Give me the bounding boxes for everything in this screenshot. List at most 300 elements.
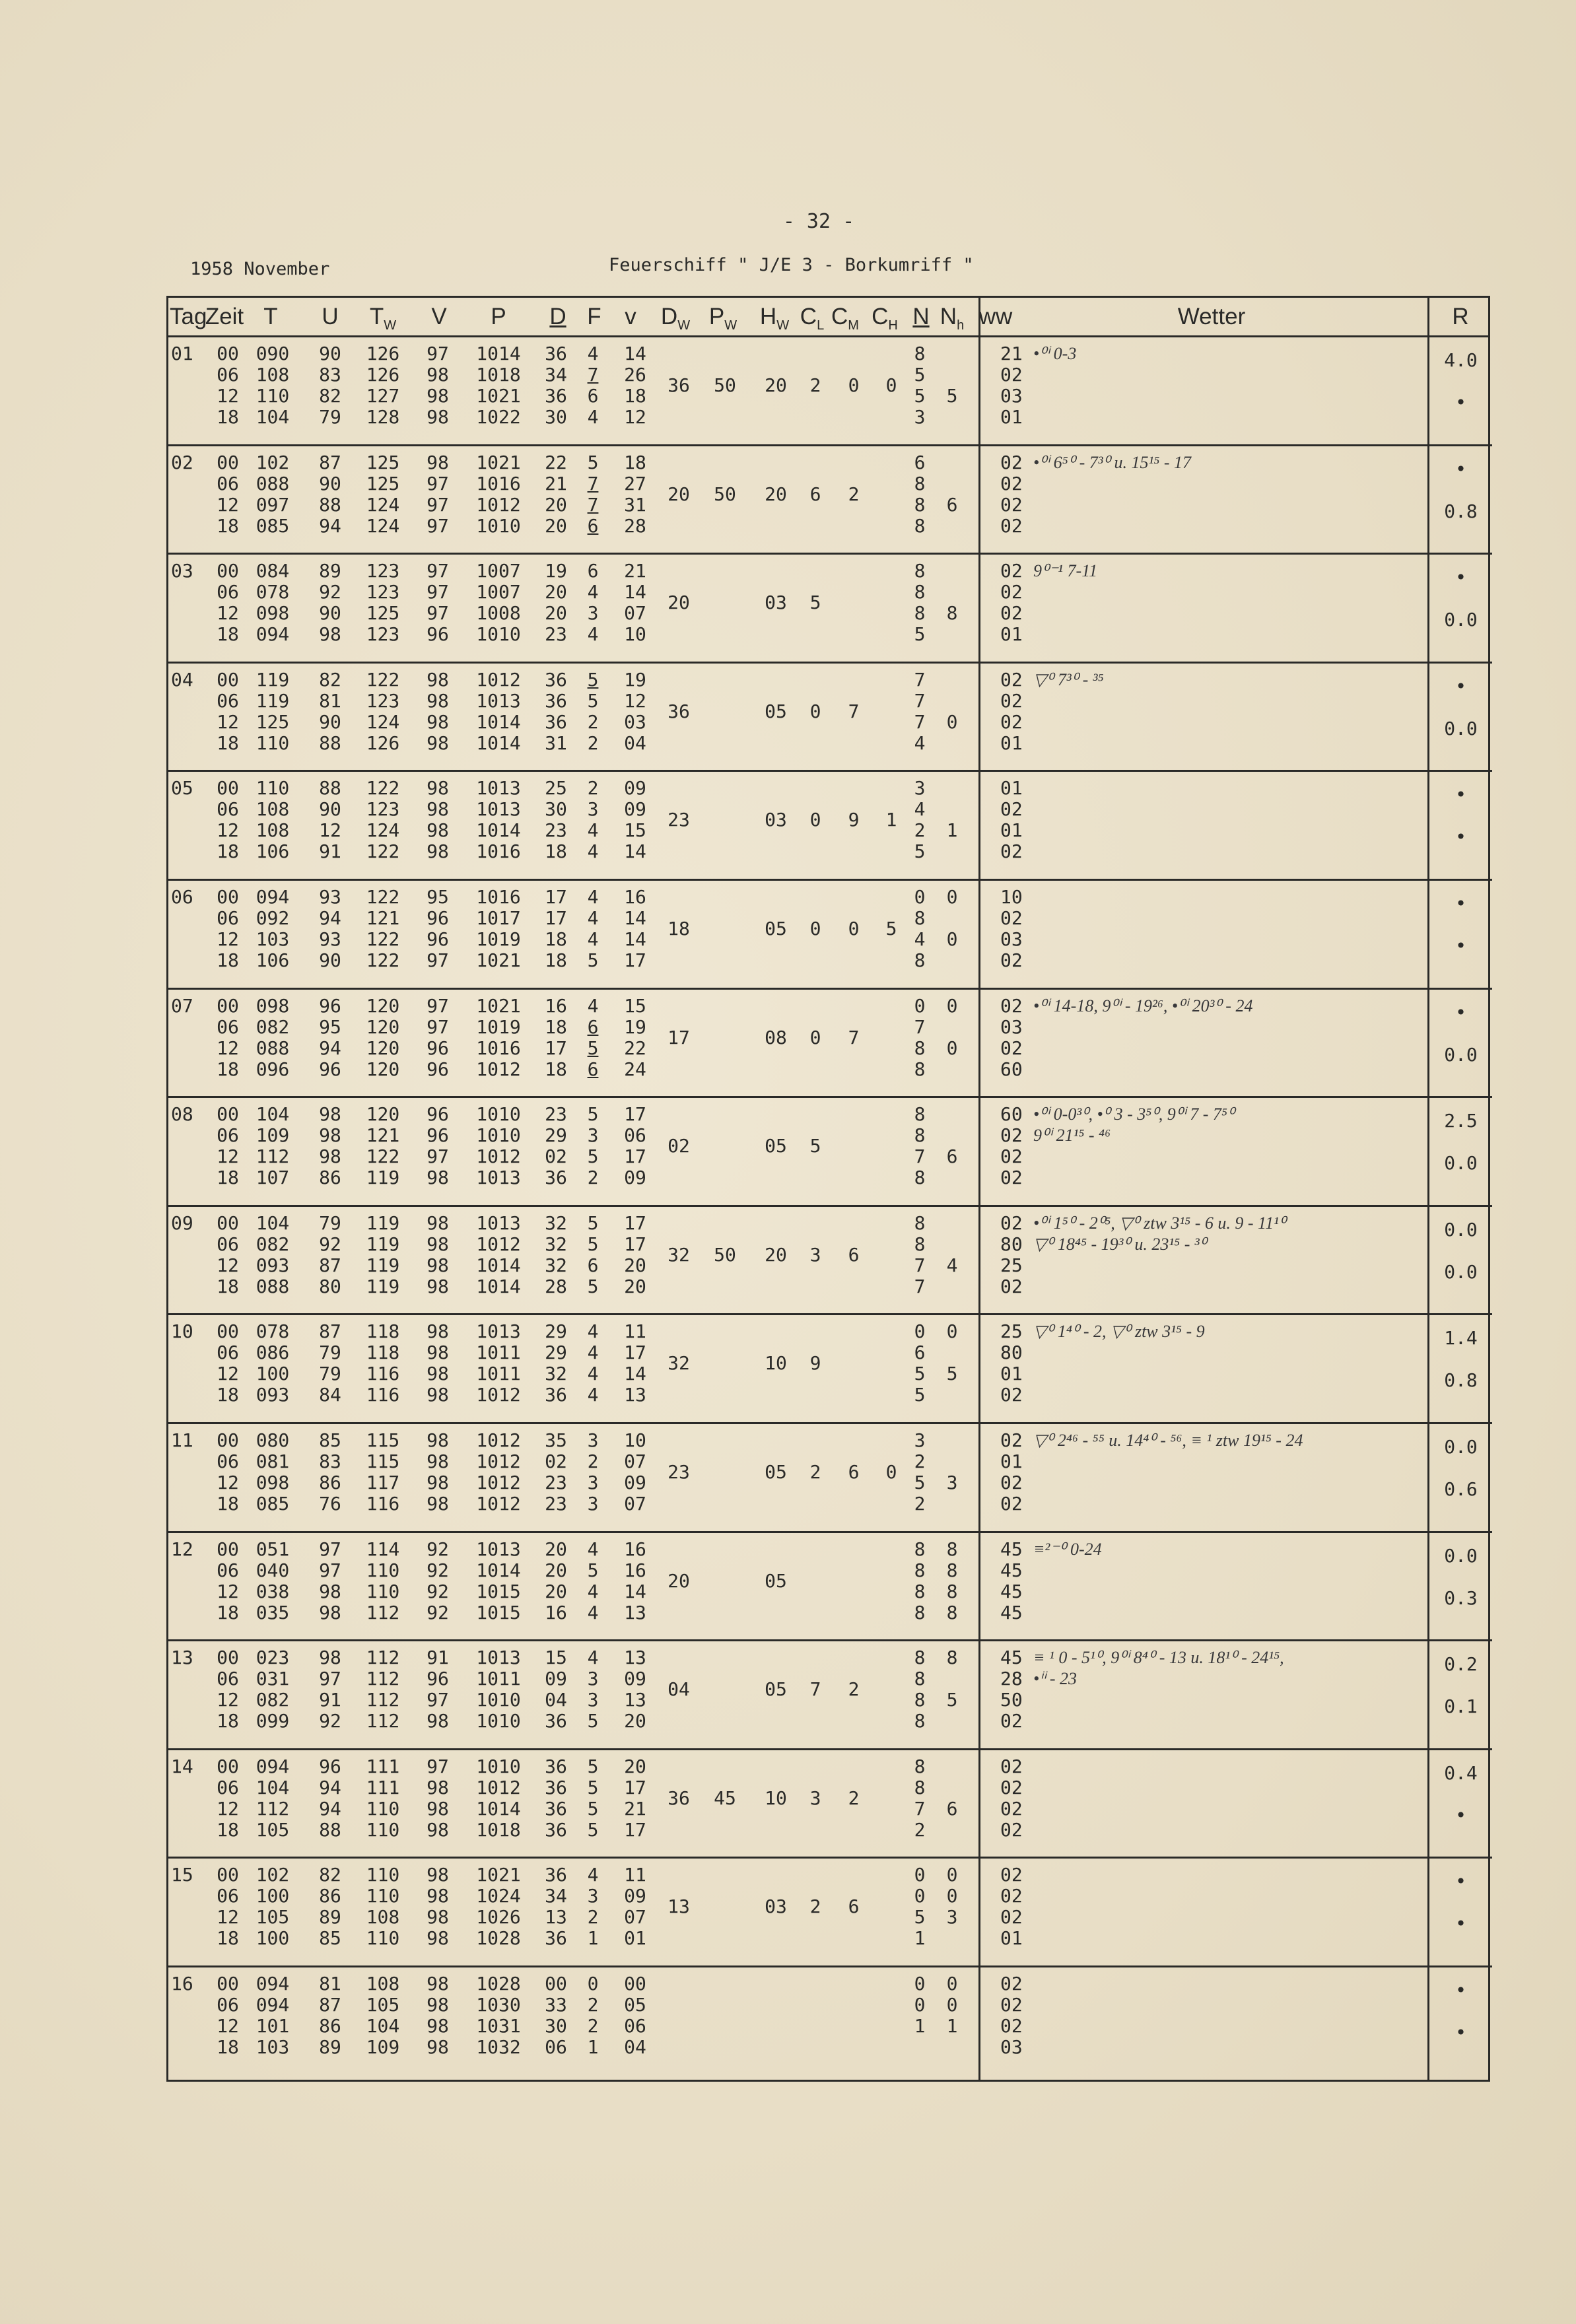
cell-d: 00 (545, 1973, 567, 1995)
day-number: 06 (171, 886, 193, 908)
header-4 (360, 302, 406, 332)
header-3 (314, 302, 347, 332)
cell-v: 92 (427, 1601, 449, 1623)
cell-tw: 120 (366, 1103, 400, 1126)
cell-d: 36 (545, 1797, 567, 1820)
cell-dw: 36 (668, 1787, 690, 1809)
cell-u: 88 (319, 493, 341, 516)
cell-ww: 02 (1000, 493, 1023, 516)
cell-f: 6 (587, 1015, 599, 1038)
cell-cl: 0 (809, 1026, 821, 1048)
wetter-note: •⁰ⁱ 1⁵⁰ - 2⁰⁵, ▽⁰ ztw 3¹⁵ - 6 u. 9 - 11¹⁰ (1033, 1213, 1286, 1233)
cell-u: 86 (319, 2015, 341, 2037)
cell-u: 92 (319, 581, 341, 603)
cell-u: 83 (319, 364, 341, 386)
cell-tw: 124 (366, 819, 400, 842)
cell-nh: 0 (946, 886, 958, 908)
cell-d: 32 (545, 1233, 567, 1255)
cell-u: 82 (319, 1864, 341, 1886)
cell-nh: 8 (946, 1601, 958, 1623)
cell-f: 1 (587, 1927, 599, 1950)
cell-n: 7 (914, 1254, 926, 1276)
cell-d: 29 (545, 1320, 567, 1343)
cell-n: 8 (914, 1037, 926, 1059)
cell-d: 21 (545, 472, 567, 495)
cell-v: 15 (624, 819, 646, 842)
cell-u: 79 (319, 406, 341, 428)
cell-d: 36 (545, 385, 567, 407)
cell-u: 96 (319, 994, 341, 1017)
cell-u: 91 (319, 840, 341, 863)
cell-v: 16 (624, 1559, 646, 1581)
cell-ch: 0 (885, 374, 897, 396)
cell-tw: 111 (366, 1776, 400, 1798)
cell-zeit: 18 (217, 1710, 239, 1732)
cell-ch: 1 (885, 809, 897, 831)
cell-nh: 5 (946, 1363, 958, 1385)
cell-zeit: 00 (217, 1864, 239, 1886)
cell-tw: 124 (366, 493, 400, 516)
cell-zeit: 12 (217, 1145, 239, 1168)
cell-t: 104 (256, 1103, 290, 1126)
cell-u: 98 (319, 623, 341, 646)
cell-zeit: 18 (217, 623, 239, 646)
cell-cl: 3 (809, 1243, 821, 1266)
cell-d: 34 (545, 364, 567, 386)
cell-u: 98 (319, 1580, 341, 1602)
cell-f: 5 (587, 1212, 599, 1234)
header-6 (479, 302, 518, 332)
cell-p: 1010 (476, 1124, 521, 1147)
cell-t: 119 (256, 689, 290, 712)
day-separator (168, 879, 1492, 881)
cell-t: 106 (256, 949, 290, 971)
cell-p: 1013 (476, 1647, 521, 1669)
cell-v: 04 (624, 732, 646, 754)
cell-t: 040 (256, 1559, 290, 1581)
cell-tw: 122 (366, 886, 400, 908)
cell-u: 90 (319, 472, 341, 495)
cell-v: 09 (624, 798, 646, 821)
cell-ww: 02 (1000, 1885, 1023, 1907)
cell-n: 8 (914, 581, 926, 603)
cell-u: 96 (319, 1058, 341, 1080)
cell-cm: 2 (848, 483, 860, 505)
header-label: D (549, 304, 566, 329)
cell-tw: 110 (366, 1559, 400, 1581)
cell-dw: 17 (668, 1026, 690, 1048)
cell-t: 094 (256, 1755, 290, 1777)
cell-cl: 2 (809, 1461, 821, 1483)
cell-d: 02 (545, 1145, 567, 1168)
cell-t: 082 (256, 1233, 290, 1255)
cell-v: 13 (624, 1647, 646, 1669)
cell-u: 93 (319, 886, 341, 908)
cell-tw: 122 (366, 1145, 400, 1168)
cell-p: 1011 (476, 1342, 521, 1364)
cell-hw: 20 (765, 374, 787, 396)
cell-n: 5 (914, 1363, 926, 1385)
cell-d: 20 (545, 581, 567, 603)
cell-ww: 02 (1000, 2015, 1023, 2037)
header-subscript: W (677, 318, 691, 333)
cell-zeit: 06 (217, 907, 239, 929)
cell-p: 1024 (476, 1885, 521, 1907)
cell-cm: 7 (848, 700, 860, 722)
cell-dw: 13 (668, 1896, 690, 1918)
cell-u: 89 (319, 1906, 341, 1929)
cell-d: 17 (545, 886, 567, 908)
cell-f: 3 (587, 1689, 599, 1711)
cell-t: 078 (256, 1320, 290, 1343)
cell-v: 98 (427, 451, 449, 473)
cell-v: 06 (624, 1124, 646, 1147)
cell-ww: 02 (1000, 1994, 1023, 2016)
cell-f: 4 (587, 623, 599, 646)
cell-p: 1016 (476, 840, 521, 863)
cell-t: 088 (256, 1037, 290, 1059)
cell-v: 13 (624, 1384, 646, 1406)
cell-nh: 0 (946, 1885, 958, 1907)
cell-f: 3 (587, 1124, 599, 1147)
cell-d: 31 (545, 732, 567, 754)
cell-ww: 25 (1000, 1320, 1023, 1343)
cell-v: 14 (624, 343, 646, 364)
cell-v: 07 (624, 1451, 646, 1472)
day-separator (168, 1313, 1492, 1315)
cell-p: 1012 (476, 1058, 521, 1080)
cell-v: 17 (624, 1145, 646, 1168)
cell-p: 1013 (476, 689, 521, 712)
cell-u: 81 (319, 689, 341, 712)
header-14 (829, 302, 862, 332)
cell-pw: 50 (714, 483, 736, 505)
cell-d: 33 (545, 1994, 567, 2016)
cell-t: 108 (256, 819, 290, 842)
cell-u: 87 (319, 1254, 341, 1276)
cell-f: 4 (587, 1580, 599, 1602)
cell-ww: 02 (1000, 949, 1023, 971)
cell-zeit: 00 (217, 1212, 239, 1234)
cell-ww: 45 (1000, 1559, 1023, 1581)
cell-ww: 10 (1000, 886, 1023, 908)
cell-t: 125 (256, 710, 290, 733)
cell-zeit: 18 (217, 406, 239, 428)
cell-v: 11 (624, 1864, 646, 1886)
cell-tw: 123 (366, 581, 400, 603)
cell-ww: 80 (1000, 1233, 1023, 1255)
cell-tw: 110 (366, 1885, 400, 1907)
cell-n: 8 (914, 907, 926, 929)
cell-u: 80 (319, 1275, 341, 1297)
cell-zeit: 06 (217, 1451, 239, 1472)
cell-t: 093 (256, 1384, 290, 1406)
precip-value: • (1455, 1913, 1466, 1935)
day-separator (168, 1531, 1492, 1533)
cell-n: 5 (914, 840, 926, 863)
cell-zeit: 00 (217, 343, 239, 364)
cell-p: 1012 (476, 1472, 521, 1493)
cell-zeit: 00 (217, 886, 239, 908)
header-subscript: W (776, 318, 790, 333)
cell-tw: 121 (366, 907, 400, 929)
cell-v: 98 (427, 1973, 449, 1995)
cell-t: 105 (256, 1818, 290, 1841)
cell-v: 98 (427, 798, 449, 821)
cell-f: 3 (587, 1668, 599, 1690)
cell-f: 5 (587, 668, 599, 691)
day-separator (168, 1422, 1492, 1424)
cell-v: 97 (427, 514, 449, 537)
precip-value: 2.5 (1444, 1110, 1478, 1132)
cell-t: 108 (256, 798, 290, 821)
cell-v: 11 (624, 1320, 646, 1343)
cell-nh: 0 (946, 1037, 958, 1059)
cell-f: 5 (587, 1559, 599, 1581)
cell-t: 096 (256, 1058, 290, 1080)
day-number: 07 (171, 994, 193, 1017)
precip-value: • (1455, 893, 1466, 914)
cell-t: 094 (256, 1994, 290, 2016)
cell-d: 36 (545, 710, 567, 733)
cell-t: 085 (256, 514, 290, 537)
cell-n: 1 (914, 1927, 926, 1950)
cell-f: 6 (587, 385, 599, 407)
cell-v: 92 (427, 1580, 449, 1602)
header-label: N (940, 304, 957, 329)
cell-tw: 122 (366, 840, 400, 863)
cell-p: 1013 (476, 1167, 521, 1189)
precip-value: 0.2 (1444, 1653, 1478, 1676)
cell-ww: 02 (1000, 668, 1023, 691)
cell-v: 09 (624, 1472, 646, 1493)
cell-nh: 6 (946, 1797, 958, 1820)
cell-n: 8 (914, 1167, 926, 1189)
cell-tw: 120 (366, 1058, 400, 1080)
cell-n: 8 (914, 493, 926, 516)
cell-tw: 119 (366, 1233, 400, 1255)
cell-n: 7 (914, 689, 926, 712)
precip-value: • (1455, 566, 1466, 589)
wetter-note: •⁰ⁱ 0-0³⁰, •⁰ 3 - 3⁵⁰, 9⁰ⁱ 7 - 7⁵⁰ (1033, 1105, 1235, 1124)
cell-tw: 126 (366, 732, 400, 754)
cell-v: 98 (427, 732, 449, 754)
cell-p: 1021 (476, 1864, 521, 1886)
cell-p: 1012 (476, 1384, 521, 1406)
cell-p: 1010 (476, 1689, 521, 1711)
cell-ww: 02 (1000, 840, 1023, 863)
cell-u: 97 (319, 1668, 341, 1690)
cell-t: 100 (256, 1927, 290, 1950)
cell-v: 98 (427, 1710, 449, 1732)
cell-tw: 105 (366, 1994, 400, 2016)
cell-nh: 8 (946, 1580, 958, 1602)
cell-tw: 128 (366, 406, 400, 428)
cell-d: 34 (545, 1885, 567, 1907)
cell-tw: 127 (366, 385, 400, 407)
cell-hw: 10 (765, 1787, 787, 1809)
cell-ww: 02 (1000, 1973, 1023, 1995)
cell-n: 8 (914, 1601, 926, 1623)
cell-zeit: 12 (217, 1037, 239, 1059)
cell-zeit: 12 (217, 1363, 239, 1385)
cell-n: 8 (914, 472, 926, 495)
precip-value: 0.3 (1444, 1587, 1478, 1609)
cell-v: 16 (624, 886, 646, 908)
cell-v: 96 (427, 1668, 449, 1690)
precip-value: 0.0 (1444, 1152, 1478, 1175)
cell-d: 13 (545, 1906, 567, 1929)
cell-n: 2 (914, 1451, 926, 1472)
day-separator (168, 770, 1492, 772)
cell-tw: 122 (366, 949, 400, 971)
cell-tw: 117 (366, 1472, 400, 1493)
cell-p: 1014 (476, 1559, 521, 1581)
cell-v: 97 (427, 1755, 449, 1777)
cell-t: 107 (256, 1167, 290, 1189)
cell-zeit: 18 (217, 840, 239, 863)
cell-zeit: 06 (217, 1776, 239, 1798)
cell-t: 082 (256, 1689, 290, 1711)
cell-ww: 02 (1000, 560, 1023, 582)
cell-v: 97 (427, 949, 449, 971)
cell-u: 89 (319, 560, 341, 582)
cell-zeit: 12 (217, 1797, 239, 1820)
cell-cl: 5 (809, 592, 821, 614)
cell-u: 86 (319, 1167, 341, 1189)
cell-p: 1017 (476, 907, 521, 929)
cell-v: 98 (427, 1384, 449, 1406)
day-number: 13 (171, 1647, 193, 1669)
cell-f: 3 (587, 602, 599, 625)
cell-p: 1012 (476, 1145, 521, 1168)
cell-ww: 02 (1000, 1472, 1023, 1493)
wetter-note: ≡ ¹ 0 - 5¹⁰, 9⁰ⁱ 8⁴⁰ - 13 u. 18¹⁰ - 24¹⁵, (1033, 1648, 1284, 1668)
cell-n: 8 (914, 1212, 926, 1234)
cell-v: 98 (427, 1429, 449, 1451)
cell-nh: 5 (946, 385, 958, 407)
day-block-04 (168, 662, 1492, 770)
cell-hw: 05 (765, 1569, 787, 1592)
header-label: D (660, 304, 678, 329)
header-subscript: M (848, 318, 859, 333)
day-number: 15 (171, 1864, 193, 1886)
cell-ch: 0 (885, 1461, 897, 1483)
cell-t: 108 (256, 364, 290, 386)
cell-zeit: 12 (217, 2015, 239, 2037)
cell-t: 100 (256, 1885, 290, 1907)
cell-n: 8 (914, 1647, 926, 1669)
cell-d: 02 (545, 1451, 567, 1472)
cell-p: 1012 (476, 1429, 521, 1451)
wetter-note: •⁰ⁱ 6⁵⁰ - 7³⁰ u. 15¹⁵ - 17 (1033, 452, 1192, 472)
cell-zeit: 06 (217, 689, 239, 712)
cell-n: 8 (914, 560, 926, 582)
precip-value: 0.8 (1444, 500, 1478, 522)
cell-cm: 0 (848, 374, 860, 396)
cell-u: 94 (319, 907, 341, 929)
cell-u: 98 (319, 1601, 341, 1623)
cell-ww: 02 (1000, 1429, 1023, 1451)
cell-cm: 2 (848, 1678, 860, 1701)
cell-u: 87 (319, 1320, 341, 1343)
precip-value: 0.0 (1444, 717, 1478, 739)
cell-v: 96 (427, 1037, 449, 1059)
cell-u: 90 (319, 798, 341, 821)
day-block-10 (168, 1313, 1492, 1421)
cell-v: 27 (624, 472, 646, 495)
cell-n: 8 (914, 1755, 926, 1777)
cell-p: 1016 (476, 886, 521, 908)
cell-v: 16 (624, 1538, 646, 1560)
cell-zeit: 18 (217, 1818, 239, 1841)
day-separator (168, 1857, 1492, 1859)
cell-nh: 0 (946, 928, 958, 950)
cell-d: 36 (545, 343, 567, 364)
cell-t: 051 (256, 1538, 290, 1560)
cell-t: 102 (256, 1864, 290, 1886)
cell-d: 36 (545, 1710, 567, 1732)
cell-n: 7 (914, 1015, 926, 1038)
cell-zeit: 06 (217, 1994, 239, 2016)
cell-u: 86 (319, 1472, 341, 1493)
cell-f: 3 (587, 1493, 599, 1515)
cell-u: 81 (319, 1973, 341, 1995)
cell-v: 96 (427, 1058, 449, 1080)
cell-cm: 6 (848, 1243, 860, 1266)
cell-p: 1013 (476, 1320, 521, 1343)
cell-n: 5 (914, 623, 926, 646)
cell-tw: 125 (366, 451, 400, 473)
cell-n: 8 (914, 514, 926, 537)
cell-nh: 5 (946, 1689, 958, 1711)
day-number: 10 (171, 1320, 193, 1343)
cell-f: 2 (587, 732, 599, 754)
cell-ww: 01 (1000, 1451, 1023, 1472)
header-label: C (831, 304, 848, 329)
cell-ww: 60 (1000, 1058, 1023, 1080)
header-10 (656, 302, 695, 332)
precip-value: • (1455, 1979, 1466, 2001)
header-label: C (872, 304, 889, 329)
precip-value: • (1455, 1001, 1466, 1023)
cell-nh: 4 (946, 1254, 958, 1276)
cell-hw: 20 (765, 483, 787, 505)
cell-d: 36 (545, 1384, 567, 1406)
precip-value: 0.0 (1444, 1043, 1478, 1066)
cell-v: 98 (427, 1493, 449, 1515)
cell-t: 094 (256, 1973, 290, 1995)
header-label: F (587, 304, 601, 329)
precip-value: • (1455, 1804, 1466, 1826)
cell-p: 1010 (476, 1710, 521, 1732)
cell-d: 35 (545, 1429, 567, 1451)
wetter-note: 9⁰⁻¹ 7-11 (1033, 561, 1098, 581)
cell-d: 18 (545, 1058, 567, 1080)
cell-d: 04 (545, 1689, 567, 1711)
cell-n: 0 (914, 1320, 926, 1343)
cell-f: 4 (587, 907, 599, 929)
day-number: 03 (171, 560, 193, 582)
cell-p: 1012 (476, 493, 521, 516)
cell-d: 17 (545, 907, 567, 929)
cell-n: 8 (914, 1559, 926, 1581)
cell-tw: 119 (366, 1212, 400, 1234)
cell-t: 110 (256, 732, 290, 754)
header-label: P (708, 304, 725, 329)
cell-p: 1021 (476, 994, 521, 1017)
cell-zeit: 12 (217, 385, 239, 407)
